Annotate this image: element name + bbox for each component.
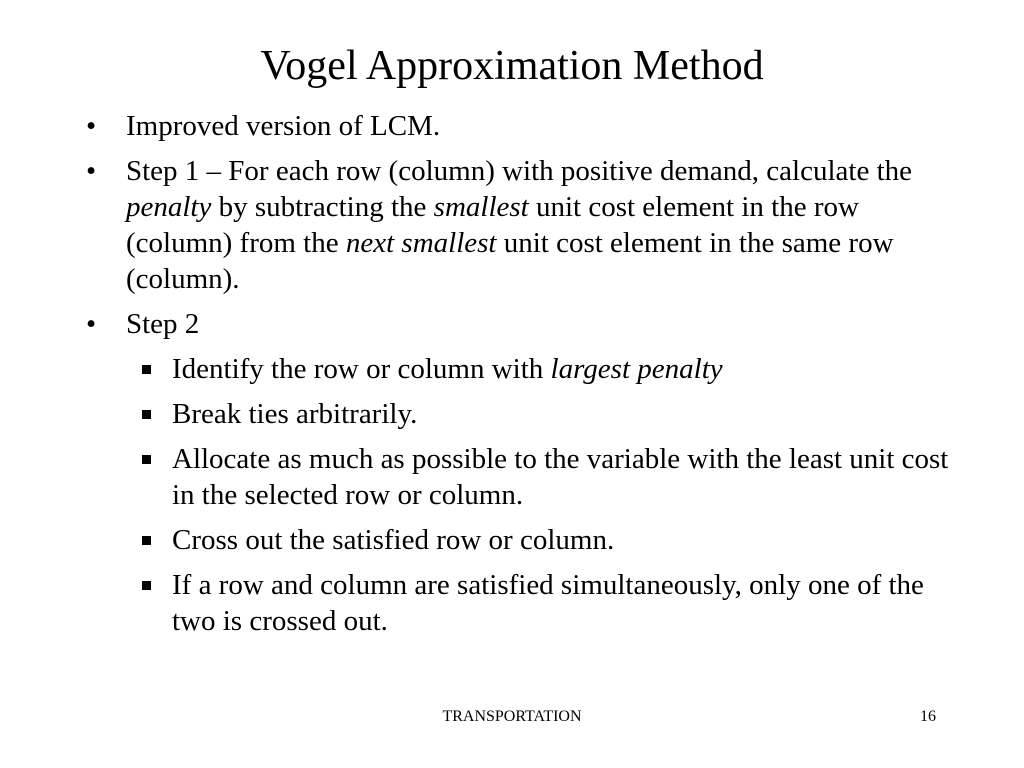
sub-bullet-text: Cross out the satisfied row or column.	[172, 524, 615, 556]
slide-title: Vogel Approximation Method	[260, 43, 764, 89]
sub-bullet-text: Break ties arbitrarily.	[172, 398, 418, 430]
sub-bullet-text: Allocate as much as possible to the variable with the least unit cost in the selected row or column.	[172, 443, 949, 511]
bullet-item-improved-version	[80, 108, 960, 144]
bullet-text-segment: Identify the row or column with	[172, 353, 551, 385]
bullet-text	[126, 308, 199, 340]
sub-bullet-item-allocate	[80, 441, 960, 513]
sub-bullet-item-break-ties	[80, 396, 960, 432]
footer-label: TRANSPORTATION	[442, 708, 582, 725]
sub-bullet-text	[172, 353, 723, 385]
bullet-item-step-1	[80, 153, 960, 297]
sub-bullet-list	[80, 351, 960, 639]
bullet-glyph: •	[86, 308, 97, 340]
square-bullet-icon	[142, 581, 151, 590]
bullet-glyph: •	[86, 110, 97, 142]
bullet-text-segment: Improved version of LCM.	[126, 110, 441, 142]
bullet-text-segment: Step 1 – For each row (column) with positive demand, calculate the	[126, 155, 913, 187]
sub-bullet-item-cross-out	[80, 522, 960, 558]
emphasis-smallest: smallest	[433, 191, 529, 223]
bullet-text-segment: unit cost element in the row (column) from the	[126, 191, 859, 259]
bullet-item-step-2	[80, 306, 960, 342]
bullet-text-segment: Step 2	[126, 308, 200, 340]
bullet-glyph: •	[86, 155, 97, 187]
emphasis-penalty: penalty	[126, 191, 212, 223]
page-number: 16	[920, 708, 936, 725]
bullet-text-segment: unit cost element in the same row (column).	[126, 227, 894, 295]
square-bullet-icon	[142, 536, 151, 545]
bullet-text-segment: by subtracting the	[211, 191, 434, 223]
square-bullet-icon	[142, 365, 151, 374]
emphasis-next-smallest: next smallest	[345, 227, 497, 259]
sub-bullet-text: If a row and column are satisfied simultaneously, only one of the two is crossed out.	[172, 569, 924, 637]
bullet-text	[126, 110, 440, 142]
square-bullet-icon	[142, 410, 151, 419]
emphasis-largest-penalty: largest penalty	[550, 353, 723, 385]
sub-bullet-item-identify	[80, 351, 960, 387]
square-bullet-icon	[142, 455, 151, 464]
bullet-text	[126, 155, 912, 295]
sub-bullet-item-simultaneous	[80, 567, 960, 639]
bullet-list	[80, 108, 960, 648]
